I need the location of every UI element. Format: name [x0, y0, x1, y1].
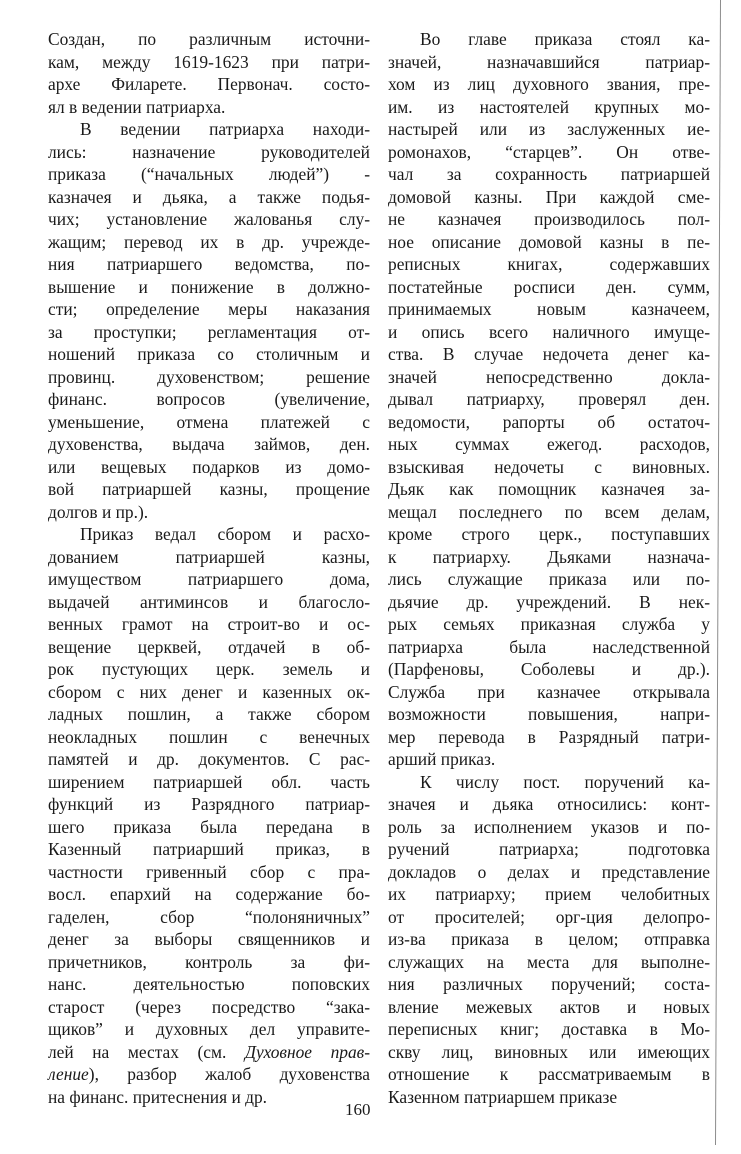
text-line: жащим; перевод их в др. учрежде- [48, 231, 370, 252]
text-line: венных грамот на строит-во и ос- [48, 614, 370, 634]
text-line: чих; установление жалованья слу- [48, 209, 370, 229]
text-line: мер перевода в Разрядный патри- [388, 726, 710, 747]
text-line: кам, между 1619-1623 при патри- [48, 51, 370, 72]
text-line: Приказ ведал сбором и расхо- [80, 524, 370, 544]
text-line: выдачей антиминсов и благосло- [48, 591, 370, 612]
text-line: архе Филарете. Первонач. состо- [48, 74, 370, 94]
text-line: лей на местах (см. Духовное прав- [48, 1041, 370, 1062]
text-line: значея и дьяка относились: конт- [388, 794, 710, 814]
text-line: арший приказ. [388, 749, 496, 769]
text-line: Казенный патриарший приказ, в [48, 839, 370, 859]
text-line: ление), разбор жалоб духовенства [48, 1064, 370, 1084]
text-line: роль за исполнением указов и по- [388, 816, 710, 837]
text-line: уменьшение, отмена платежей с [48, 411, 370, 432]
text-line: ных суммах ежегод. расходов, [388, 434, 710, 454]
text-line: провинц. духовенством; решение [48, 366, 370, 387]
right-column [388, 28, 710, 1108]
text-line: их патриарху; прием челобитных [388, 884, 710, 904]
text-line: гаделен, сбор “полоняничных” [48, 906, 370, 927]
text-line: ношений приказа со столичным и [48, 344, 370, 364]
text-line: щиков” и духовных дел управите- [48, 1019, 370, 1039]
text-line: им. из настоятелей крупных мо- [388, 96, 710, 117]
text-line: вышение и понижение в должно- [48, 276, 370, 297]
text-line: ручений патриарха; подготовка [388, 839, 710, 859]
text-line: неокладных пошлин с венечных [48, 726, 370, 747]
text-line: переписных книг; доставка в Мо- [388, 1019, 710, 1039]
text-line: В ведении патриарха находи- [80, 119, 370, 139]
text-line: шего приказа была передана в [48, 816, 370, 837]
text-line: Создан, по различным источни- [48, 29, 370, 49]
text-line: нанс. деятельностью поповских [48, 974, 370, 994]
text-line: за проступки; регламентация от- [48, 321, 370, 342]
text-line: Казенном патриаршем приказе [388, 1086, 618, 1107]
text-line: ширением патриаршей обл. часть [48, 771, 370, 792]
text-line: вещение церквей, отдачей в об- [48, 636, 370, 657]
text-line: сти; определение меры наказания [48, 299, 370, 319]
text-line: Служба при казначее открывала [388, 681, 710, 702]
page-number-text: 160 [345, 1100, 371, 1119]
text-line: рок пустующих церк. земель и [48, 659, 370, 679]
text-line: имуществом патриаршего дома, [48, 569, 370, 589]
text-line: реписных книгах, содержавших [388, 254, 710, 274]
text-line: Во главе приказа стоял ка- [420, 29, 710, 49]
text-line: ния патриаршего ведомства, по- [48, 254, 370, 274]
text-line: дывал патриарху, проверял ден. [388, 389, 710, 409]
text-line: значей, назначавшийся патриар- [388, 51, 710, 72]
text-line: на финанс. притеснения и др. [48, 1086, 268, 1107]
text-line: мещал последнего по всем делам, [388, 501, 710, 522]
paragraph [48, 28, 370, 118]
text-line: кроме строго церк., поступавших [388, 524, 710, 544]
text-line: духовенства, выдача займов, ден. [48, 434, 370, 454]
text-line: возможности повышения, напри- [388, 704, 710, 724]
text-line: не казначея производилось пол- [388, 209, 710, 229]
text-line: К числу пост. поручений ка- [420, 771, 710, 792]
text-line: ния различных поручений; соста- [388, 974, 710, 994]
text-line: значей непосредственно докла- [388, 366, 710, 387]
paragraph [388, 28, 710, 771]
text-line: хом из лиц духовного звания, пре- [388, 74, 710, 94]
text-line: функций из Разрядного патриар- [48, 794, 370, 814]
text-line: и опись всего наличного имуще- [388, 321, 710, 342]
text-line: памятей и др. документов. С рас- [48, 749, 370, 769]
text-line: (Парфеновы, Соболевы и др.). [388, 659, 710, 679]
text-line: или вещевых подарков из домо- [48, 456, 370, 477]
text-line: служащих на места для выполне- [388, 951, 710, 972]
paragraph [48, 523, 370, 1108]
text-line: настырей или из заслуженных ие- [388, 119, 710, 139]
paragraph [48, 118, 370, 523]
text-line: отношение к рассматриваемым в [388, 1064, 710, 1084]
text-line: приказа (“начальных людей”) - [48, 164, 370, 184]
text-line: старост (через посредство “зака- [48, 996, 370, 1017]
text-line: дованием патриаршей казны, [48, 546, 370, 567]
text-line: Дьяк как помощник казначея за- [388, 479, 710, 499]
text-line: долгов и пр.). [48, 501, 149, 522]
text-line: взыскивая недочеты с виновных. [388, 456, 710, 477]
text-line: чал за сохранность патриаршей [388, 164, 710, 184]
text-line: патриарха была наследственной [388, 636, 710, 657]
text-line: сбором с них денег и казенных ок- [48, 681, 370, 702]
text-line: постатейные росписи ден. сумм, [388, 276, 710, 297]
page-edge-line [715, 0, 721, 1145]
text-line: из-ва приказа в целом; отправка [388, 929, 710, 949]
text-line: частности гривенный сбор с пра- [48, 861, 370, 882]
text-line: от просителей; орг-ция делопро- [388, 906, 710, 927]
text-line: казначея и дьяка, а также подья- [48, 186, 370, 207]
text-line: восл. епархий на содержание бо- [48, 884, 370, 904]
text-line: ял в ведении патриарха. [48, 96, 226, 117]
paragraph [388, 771, 710, 1109]
left-column [48, 28, 370, 1108]
text-line: вление межевых актов и новых [388, 996, 710, 1017]
text-line: ства. В случае недочета денег ка- [388, 344, 710, 364]
text-line: принимаемых новым казначеем, [388, 299, 710, 319]
text-line: ведомости, рапорты об остаточ- [388, 411, 710, 432]
text-line: денег за выборы священников и [48, 929, 370, 949]
text-line: докладов о делах и представление [388, 861, 710, 882]
text-line: дьячие др. учреждений. В нек- [388, 591, 710, 612]
text-line: ромонахов, “старцев”. Он отве- [388, 141, 710, 162]
text-line: лись: назначение руководителей [48, 141, 370, 162]
text-line: лись служащие приказа или по- [388, 569, 710, 589]
text-line: к патриарху. Дьяками назнача- [388, 546, 710, 567]
text-line: вой патриаршей казны, прощение [48, 479, 370, 499]
text-line: ладных пошлин, а также сбором [48, 704, 370, 724]
text-line: причетников, контроль за фи- [48, 951, 370, 972]
text-line: скву лиц, виновных или имеющих [388, 1041, 710, 1062]
text-line: финанс. вопросов (увеличение, [48, 389, 370, 409]
text-line: домовой казны. При каждой сме- [388, 186, 710, 207]
text-line: рых семьях приказная служба у [388, 614, 710, 634]
text-line: ное описание домовой казны в пе- [388, 231, 710, 252]
